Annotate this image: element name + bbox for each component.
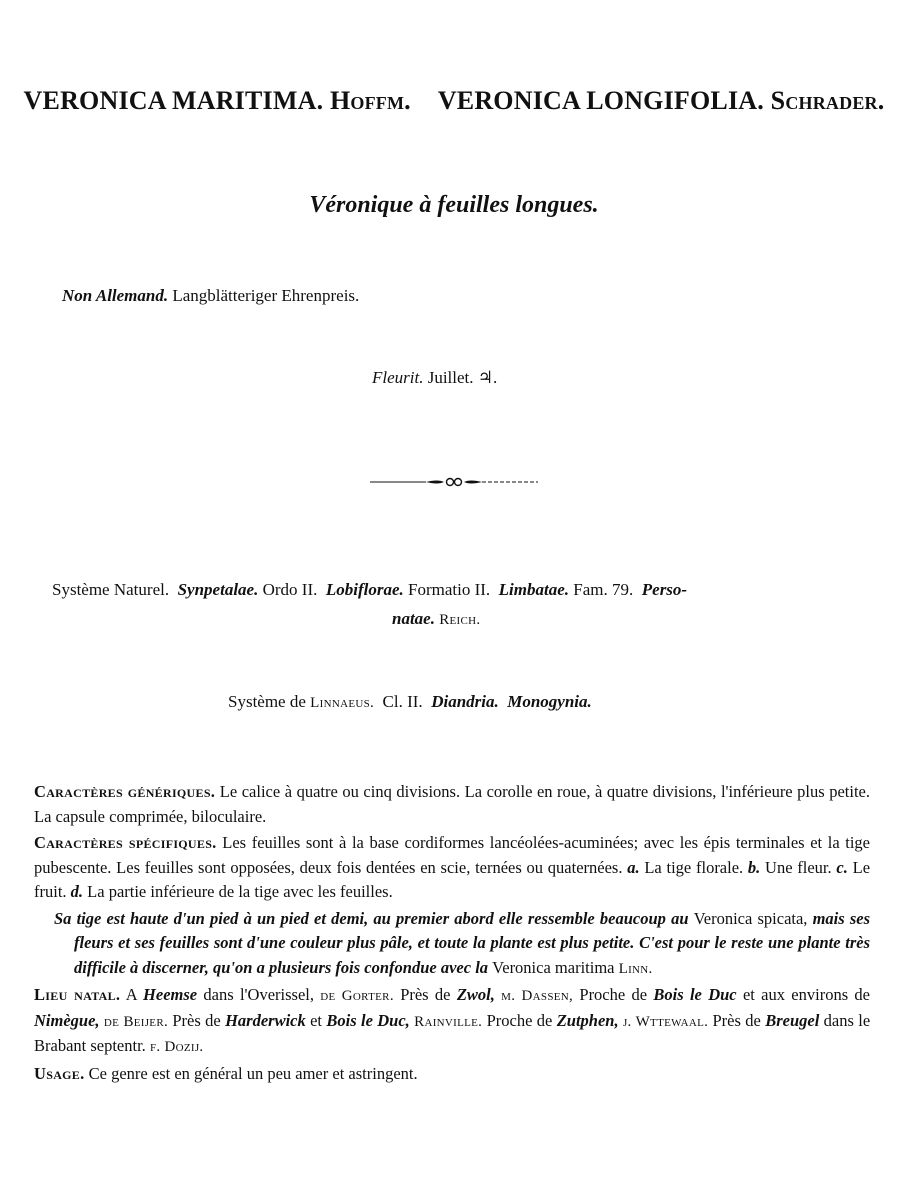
locality-text-4: Proche de — [579, 985, 648, 1004]
figure-key-b-text: Une fleur. — [765, 857, 832, 877]
species-name-maritima: VERONICA MARITIMA. — [23, 86, 324, 115]
linnaean-class: Cl. II. — [382, 692, 423, 711]
place-zutphen: Zutphen, — [556, 1010, 619, 1030]
common-name-label: Non Allemand. — [62, 286, 169, 305]
french-name: Véronique à feuilles longues. — [309, 192, 599, 218]
description-veronica-spicata: Veronica spicata, — [693, 908, 808, 928]
usage-lead: Usage. — [34, 1063, 85, 1083]
collector-de-beijer: de Beijer. — [103, 1013, 169, 1030]
natural-system — [52, 575, 872, 635]
linnaean-system — [228, 692, 592, 712]
collector-rainville: Rainville. — [414, 1013, 483, 1030]
specific-characters — [34, 831, 870, 905]
place-bois-le-duc-2: Bois le Duc, — [326, 1010, 410, 1030]
specific-characters-text: Les feuilles sont à la base cordiformes lancéolées-acuminées; avec les épis terminales et la tige pubescente. Les feuilles sont opposées, deux fois dentées en scie, ternées ou quaternées. — [34, 833, 871, 877]
flowering-month: Juillet. — [427, 368, 474, 387]
figure-key-d: d. — [70, 882, 84, 901]
collector-dozij: f. Dozij. — [149, 1039, 204, 1055]
locality-text-9: Près de — [712, 1010, 761, 1030]
species-name-longifolia: VERONICA LONGIFOLIA. — [437, 86, 764, 115]
collector-de-gorter: de Gorter. — [320, 988, 394, 1004]
description-body — [34, 780, 870, 1088]
perennial-symbol: ♃. — [477, 368, 498, 387]
specific-characters-lead: Caractères spécifiques. — [34, 833, 217, 852]
author-hoffm: Hoffm. — [329, 86, 411, 115]
flowering-line — [372, 368, 497, 388]
native-locality-lead: Lieu natal. — [34, 985, 121, 1004]
native-locality — [34, 983, 870, 1060]
natural-system-family-name-end: natae. — [392, 609, 435, 628]
place-heemse: Heemse — [143, 985, 198, 1004]
place-harderwick: Harderwick — [225, 1010, 306, 1030]
collector-dassen: m. Dassen, — [501, 988, 574, 1004]
figure-key-b: b. — [747, 857, 761, 877]
page-title — [0, 86, 908, 116]
natural-system-formatio: Formatio II. — [408, 580, 491, 599]
generic-characters-text: Le calice à quatre ou cinq divisions. La corolle en roue, à quatre divisions, l'inférieure plus petite. La capsule comprimée, biloculaire. — [34, 782, 871, 826]
plant-description — [34, 907, 870, 982]
locality-text-10: dans le Brabant septentr. — [34, 1010, 871, 1055]
common-name-value: Langblätteriger Ehrenpreis. — [172, 286, 360, 305]
linnaean-order: Diandria. — [431, 692, 499, 711]
description-veronica-maritima: Veronica maritima — [492, 957, 615, 977]
flowering-label: Fleurit. — [372, 368, 424, 387]
usage — [34, 1062, 870, 1087]
description-part-1: Sa tige est haute d'un pied à un pied et demi, au premier abord elle ressemble beaucoup au — [54, 908, 689, 928]
figure-key-a: a. — [627, 857, 640, 877]
natural-system-class: Synpetalae. — [177, 580, 259, 599]
collector-wttewaal: j. Wttewaal. — [622, 1013, 709, 1030]
locality-text-8: Proche de — [486, 1010, 553, 1030]
locality-text-2: dans l'Overissel, — [203, 985, 314, 1004]
natural-system-ordo: Ordo II. — [262, 580, 318, 599]
place-bois-le-duc: Bois le Duc — [653, 985, 737, 1004]
usage-text: Ce genre est en général un peu amer et astringent. — [88, 1063, 418, 1083]
locality-text-1: A — [125, 985, 137, 1004]
place-breugel: Breugel — [765, 1010, 820, 1030]
ornament-divider — [368, 474, 540, 490]
generic-characters-lead: Caractères génériques. — [34, 782, 216, 801]
locality-text-7: et — [310, 1010, 323, 1030]
description-part-2: mais ses fleurs et ses feuilles sont d'une couleur plus pâle, et toute la plante est plus petite. C'est pour le reste une plante très difficile à discerner, qu'on a plusieurs fois confondue avec la — [74, 908, 871, 977]
natural-system-family-name: Perso- — [641, 580, 688, 599]
generic-characters — [34, 780, 870, 829]
locality-text-5: et aux environs de — [742, 985, 870, 1004]
locality-text-6: Près de — [172, 1010, 221, 1030]
natural-system-label: Système Naturel. — [52, 580, 170, 599]
figure-key-c: c. — [836, 857, 848, 877]
common-name-line — [62, 286, 359, 306]
place-nimegue: Nimègue, — [34, 1010, 100, 1030]
figure-key-d-text: La partie inférieure de la tige avec les feuilles. — [87, 882, 393, 901]
figure-key-a-text: La tige florale. — [644, 857, 744, 877]
locality-text-3: Près de — [400, 985, 451, 1004]
author-schrader: Schrader. — [770, 86, 885, 115]
natural-system-order: Lobiflorae. — [325, 580, 404, 599]
place-zwol: Zwol, — [456, 985, 495, 1004]
natural-system-group: Limbatae. — [498, 580, 570, 599]
linnaean-system-label: Système de — [228, 692, 306, 711]
figure-key-c-text: Le fruit. — [34, 857, 871, 901]
natural-system-family: Fam. 79. — [573, 580, 634, 599]
description-linn: Linn. — [618, 960, 653, 977]
natural-system-author: Reich. — [439, 612, 481, 628]
linnaean-suborder: Monogynia. — [507, 692, 592, 711]
linnaeus-name: Linnaeus. — [310, 695, 375, 711]
